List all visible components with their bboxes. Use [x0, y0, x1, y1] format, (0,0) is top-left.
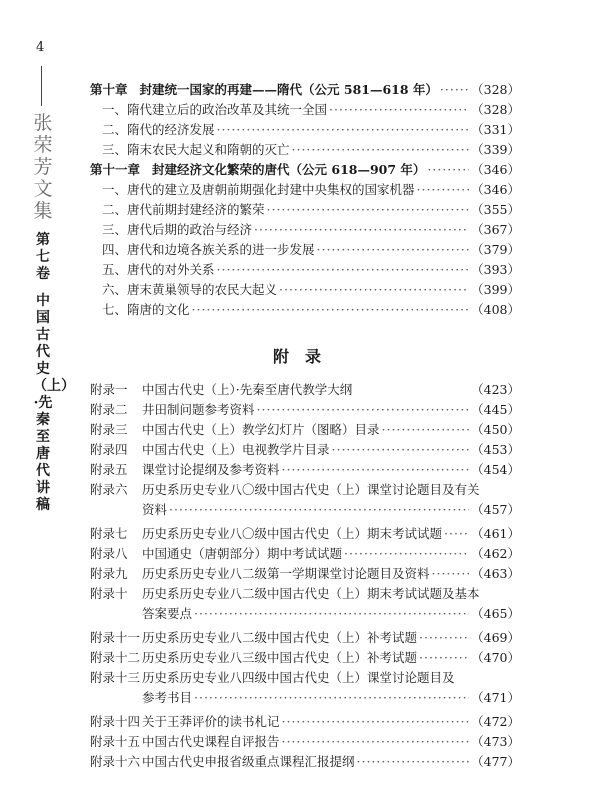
appendix-title: 历史系历史专业八四级中国古代史（上）课堂讨论题目及: [142, 670, 455, 685]
section-title: 五、唐代的对外关系: [102, 262, 215, 277]
appendix-number: 附录十二: [90, 650, 141, 665]
appendix-number: 附录十: [90, 586, 128, 601]
appendix-number: 附录十四: [90, 714, 141, 729]
appendix-row: [90, 712, 520, 732]
appendix-row: [90, 584, 520, 604]
leader-dots: [254, 222, 469, 237]
appendix-number: 附录一: [90, 382, 128, 397]
page-number: 4: [36, 40, 45, 55]
appendix-title: 资料: [142, 502, 168, 517]
appendix-row: [90, 500, 520, 520]
page-ref: （399）: [471, 282, 520, 297]
page-ref: （461）: [471, 526, 520, 541]
leader-dots: [282, 714, 470, 729]
appendix-row: [90, 604, 520, 624]
leader-dots: [357, 754, 470, 769]
appendix-number: 附录十三: [90, 670, 141, 685]
leader-dots: [292, 142, 470, 157]
leader-dots: [317, 242, 470, 257]
page-ref: （339）: [471, 142, 520, 157]
toc-section-row: [90, 180, 520, 200]
volume-label: 第七卷: [36, 232, 50, 282]
page-ref: （355）: [471, 202, 520, 217]
appendix-title: 答案要点: [142, 606, 193, 621]
section-title: 二、隋代的经济发展: [102, 122, 215, 137]
appendix-title: 历史系历史专业八〇级中国古代史（上）课堂讨论题目及有关: [142, 482, 480, 497]
page-ref: （393）: [471, 262, 520, 277]
appendix-title: 中国通史（唐朝部分）期中考试试题: [142, 546, 343, 561]
appendix-number: 附录八: [90, 546, 128, 561]
appendix-title: 历史系历史专业八三级中国古代史（上）补考试题: [142, 650, 418, 665]
appendix-title: 中国古代史（上）电视教学片目录: [142, 442, 330, 457]
page-ref: （423）: [471, 382, 520, 397]
chapter-number: 第十章: [90, 82, 128, 97]
appendix-title: 历史系历史专业八〇级中国古代史（上）期末考试试题: [142, 526, 443, 541]
appendix-row: [90, 524, 520, 544]
appendix-number: 附录三: [90, 422, 128, 437]
appendix-number: 附录二: [90, 402, 128, 417]
page-ref: （473）: [471, 734, 520, 749]
appendix-number: 附录五: [90, 462, 128, 477]
leader-dots: [194, 606, 469, 621]
table-of-contents: [90, 80, 520, 772]
appendix-row: [90, 668, 520, 688]
leader-dots: [279, 282, 469, 297]
leader-dots: [440, 82, 469, 97]
leader-dots: [282, 734, 470, 749]
appendix-title: 中国古代史（上）·先秦至唐代教学大纲: [142, 382, 353, 397]
side-divider: [41, 66, 42, 106]
page-ref: （472）: [471, 714, 520, 729]
toc-section-row: [90, 300, 520, 320]
appendix-title: 历史系历史专业八二级第一学期课堂讨论题目及资料: [142, 566, 430, 581]
section-title: 三、唐代后期的政治与经济: [102, 222, 253, 237]
appendix-title: 课堂讨论提纲及参考资料: [142, 462, 280, 477]
page-ref: （462）: [471, 546, 520, 561]
appendix-row: [90, 480, 520, 500]
leader-dots: [417, 182, 470, 197]
volume-subtitle: 中国古代史（上）·先秦至唐代讲稿: [33, 293, 68, 513]
leader-dots: [282, 462, 470, 477]
toc-section-row: [90, 280, 520, 300]
leader-dots: [194, 690, 469, 705]
chapter-title: 封建经济文化繁荣的唐代（公元 618—907 年）: [152, 162, 426, 177]
page-ref: （457）: [471, 502, 520, 517]
page-ref: （450）: [471, 422, 520, 437]
appendix-row: [90, 400, 520, 420]
page-ref: （477）: [471, 754, 520, 769]
page-ref: （463）: [471, 566, 520, 581]
toc-section-row: [90, 260, 520, 280]
series-title: 张荣芳文集: [33, 112, 53, 222]
toc-section-row: [90, 220, 520, 240]
toc-section-row: [90, 200, 520, 220]
leader-dots: [329, 102, 469, 117]
leader-dots: [444, 526, 469, 541]
appendix-row: [90, 752, 520, 772]
appendix-title: 关于王莽评价的读书札记: [142, 714, 280, 729]
page-ref: （379）: [471, 242, 520, 257]
appendix-row: [90, 544, 520, 564]
appendix-row: [90, 628, 520, 648]
appendix-number: 附录六: [90, 482, 128, 497]
appendix-number: 附录四: [90, 442, 128, 457]
appendix-row: [90, 460, 520, 480]
leader-dots: [267, 202, 470, 217]
leader-dots: [382, 422, 470, 437]
appendix-row: [90, 732, 520, 752]
appendix-title: 历史系历史专业八二级中国古代史（上）补考试题: [142, 630, 418, 645]
leader-dots: [432, 566, 470, 581]
page-ref: （469）: [471, 630, 520, 645]
appendix-title: 中国古代史申报省级重点课程汇报提纲: [142, 754, 355, 769]
section-title: 三、隋末农民大起义和隋朝的灭亡: [102, 142, 290, 157]
chapter-title: 封建统一国家的再建——隋代（公元 581—618 年）: [139, 82, 438, 97]
sidebar-running-head: [33, 112, 68, 514]
appendix-title: 中国古代史（上）教学幻灯片（图略）目录: [142, 422, 380, 437]
chapter-number: 第十一章: [90, 162, 141, 177]
page-ref: （465）: [471, 606, 520, 621]
appendix-number: 附录十五: [90, 734, 141, 749]
section-title: 六、唐末黄巢领导的农民大起义: [102, 282, 278, 297]
appendix-title: 参考书目: [142, 690, 193, 705]
leader-dots: [332, 442, 470, 457]
page-ref: （453）: [471, 442, 520, 457]
toc-section-row: [90, 140, 520, 160]
page-ref: （470）: [471, 650, 520, 665]
appendix-heading: 附录: [272, 347, 337, 366]
page-ref: （346）: [471, 162, 520, 177]
leader-dots: [217, 122, 470, 137]
appendix-row: [90, 380, 520, 400]
appendix-number: 附录十一: [90, 630, 141, 645]
appendix-title: 中国古代史课程自评报告: [142, 734, 280, 749]
section-title: 一、唐代的建立及唐朝前期强化封建中央集权的国家机器: [102, 182, 415, 197]
appendix-row: [90, 648, 520, 668]
toc-section-row: [90, 240, 520, 260]
appendix-row: [90, 688, 520, 708]
leader-dots: [257, 402, 470, 417]
leader-dots: [344, 546, 469, 561]
section-title: 一、隋代建立后的政治改革及其统一全国: [102, 102, 328, 117]
appendix-row: [90, 440, 520, 460]
toc-chapter-row: [90, 160, 520, 180]
appendix-number: 附录十六: [90, 754, 141, 769]
page-ref: （454）: [471, 462, 520, 477]
page-ref: （331）: [471, 122, 520, 137]
appendix-number: 附录九: [90, 566, 128, 581]
page-ref: （328）: [471, 102, 520, 117]
page-ref: （445）: [471, 402, 520, 417]
appendix-number: 附录七: [90, 526, 128, 541]
section-title: 四、唐代和边境各族关系的进一步发展: [102, 242, 315, 257]
appendix-title: 井田制问题参考资料: [142, 402, 255, 417]
leader-dots: [217, 262, 470, 277]
appendix-title: 历史系历史专业八二级中国古代史（上）期末考试试题及基本: [142, 586, 480, 601]
page-ref: （367）: [471, 222, 520, 237]
appendix-row: [90, 564, 520, 584]
toc-section-row: [90, 120, 520, 140]
toc-chapter-row: [90, 80, 520, 100]
leader-dots: [419, 630, 469, 645]
toc-section-row: [90, 100, 520, 120]
leader-dots: [192, 302, 470, 317]
section-title: 七、隋唐的文化: [102, 302, 190, 317]
page-ref: （346）: [471, 182, 520, 197]
page-ref: （471）: [471, 690, 520, 705]
section-title: 二、唐代前期封建经济的繁荣: [102, 202, 265, 217]
leader-dots: [169, 502, 469, 517]
page-ref: （408）: [471, 302, 520, 317]
leader-dots: [427, 162, 469, 177]
leader-dots: [419, 650, 469, 665]
appendix-row: [90, 420, 520, 440]
page-ref: （328）: [471, 82, 520, 97]
